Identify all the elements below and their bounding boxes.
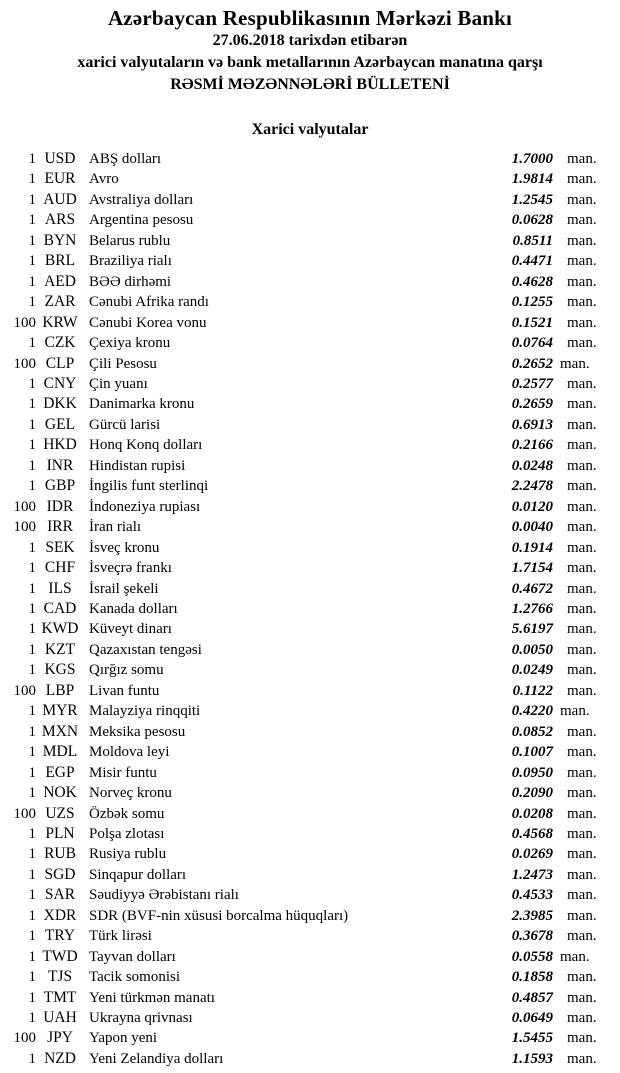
- table-row: [0, 538, 620, 558]
- currency-code: TJS: [47, 968, 73, 986]
- currency-name: Yeni türkmən manatı: [89, 989, 215, 1006]
- unit-label: man.: [567, 437, 597, 454]
- currency-name: Ukrayna qrivnası: [89, 1010, 193, 1027]
- qty-cell: 1: [28, 866, 36, 883]
- table-row: [0, 660, 620, 680]
- rate-value: 0.4628: [511, 273, 553, 290]
- table-row: [0, 272, 620, 292]
- qty-cell: 1: [28, 621, 36, 638]
- unit-label: man.: [567, 212, 597, 229]
- unit-label: man.: [567, 825, 597, 842]
- unit-label: man.: [567, 662, 597, 679]
- qty-cell: 1: [28, 375, 36, 392]
- table-row: [0, 394, 620, 414]
- effective-date-line: 27.06.2018 tarixdən etibarən: [212, 32, 408, 49]
- unit-label: man.: [567, 416, 597, 433]
- currency-name: Cənubi Afrika randı: [89, 294, 209, 311]
- currency-name: Malayziya rinqqiti: [89, 703, 201, 720]
- qty-cell: 100: [13, 314, 36, 331]
- currency-name: Hindistan rupisi: [89, 457, 186, 474]
- unit-label: man.: [567, 744, 597, 761]
- currency-name: Yeni Zelandiya dolları: [89, 1050, 224, 1067]
- unit-label: man.: [567, 600, 597, 617]
- unit-label: man.: [567, 805, 597, 822]
- currency-code: UZS: [45, 804, 75, 822]
- table-row: [0, 947, 620, 967]
- currency-code: NZD: [44, 1049, 76, 1067]
- unit-label: man.: [567, 560, 597, 577]
- table-row: [0, 640, 620, 660]
- unit-label: man.: [567, 764, 597, 781]
- currency-name: Türk lirəsi: [89, 928, 152, 945]
- rate-value: 0.0040: [511, 519, 553, 536]
- currency-name: Tayvan dolları: [89, 948, 176, 965]
- rate-value: 0.6913: [511, 416, 553, 433]
- currency-name: ABŞ dolları: [89, 151, 162, 167]
- table-row: [0, 783, 620, 803]
- currency-name: Səudiyyə Ərəbistanı rialı: [89, 887, 239, 904]
- qty-cell: 1: [28, 580, 36, 597]
- currency-name: Honq Konq dolları: [89, 437, 203, 454]
- rate-value: 0.2577: [511, 375, 553, 392]
- rate-value: 0.1858: [511, 969, 553, 986]
- qty-cell: 1: [28, 151, 36, 167]
- unit-label: man.: [567, 253, 597, 270]
- currency-name: İran rialı: [89, 519, 142, 536]
- unit-label: man.: [567, 396, 597, 413]
- unit-label: man.: [560, 355, 590, 372]
- table-row: [0, 742, 620, 762]
- currency-code: KZT: [44, 640, 76, 658]
- unit-label: man.: [567, 191, 597, 208]
- qty-cell: 1: [28, 273, 36, 290]
- rate-value: 0.0050: [511, 641, 553, 658]
- rate-value: 0.0249: [511, 662, 553, 679]
- unit-label: man.: [567, 294, 597, 311]
- rate-value: 0.2652: [511, 355, 553, 372]
- table-row: [0, 967, 620, 987]
- rate-value: 0.1007: [511, 744, 553, 761]
- currency-name: Sinqapur dolları: [89, 866, 187, 883]
- currency-code: TRY: [44, 927, 76, 945]
- currency-code: RUB: [44, 845, 76, 863]
- qty-cell: 100: [13, 355, 36, 372]
- table-row: [0, 456, 620, 476]
- qty-cell: 1: [28, 171, 36, 188]
- rate-value: 0.0120: [511, 498, 553, 515]
- currency-code: LBP: [45, 681, 75, 699]
- currency-code: CHF: [44, 559, 76, 577]
- currency-name: Çexiya kronu: [89, 335, 171, 352]
- table-row: [0, 292, 620, 312]
- currency-name: İndoneziya rupiası: [89, 498, 201, 515]
- currency-code: SAR: [44, 886, 76, 904]
- rate-value: 0.1255: [511, 294, 553, 311]
- table-row: [0, 619, 620, 639]
- qty-cell: 1: [28, 785, 36, 802]
- currency-name: Özbək somu: [89, 805, 165, 822]
- table-row: [0, 722, 620, 742]
- rate-value: 0.3678: [511, 928, 553, 945]
- table-row: [0, 926, 620, 946]
- section-title-foreign-currencies: Xarici valyutalar: [251, 121, 369, 138]
- unit-label: man.: [567, 478, 597, 495]
- qty-cell: 100: [13, 805, 36, 822]
- currency-name: Braziliya rialı: [89, 253, 172, 270]
- table-row: [0, 435, 620, 455]
- table-row: [0, 313, 620, 333]
- subtitle-line: xarici valyutaların və bank metallarının Azərbaycan manatına qarşı: [77, 54, 543, 71]
- rate-value: 1.1593: [511, 1050, 553, 1067]
- currency-name: Tacik somonisi: [89, 969, 181, 986]
- unit-label: man.: [567, 641, 597, 658]
- table-row: [0, 190, 620, 210]
- currency-code: MDL: [42, 743, 78, 761]
- table-row: [0, 1028, 620, 1048]
- table-row: [0, 497, 620, 517]
- currency-name: Avstraliya dolları: [89, 191, 194, 208]
- table-row: [0, 251, 620, 271]
- currency-name: Rusiya rublu: [89, 846, 167, 863]
- table-row: [0, 865, 620, 885]
- rate-value: 0.4672: [511, 580, 553, 597]
- unit-label: man.: [567, 621, 597, 638]
- unit-label: man.: [567, 682, 597, 699]
- currency-code: UAH: [43, 1009, 77, 1027]
- qty-cell: 1: [28, 744, 36, 761]
- currency-name: Misir funtu: [89, 764, 157, 781]
- qty-cell: 1: [28, 825, 36, 842]
- table-row: [0, 804, 620, 824]
- unit-label: man.: [567, 335, 597, 352]
- table-row: [0, 763, 620, 783]
- rate-value: 1.2473: [511, 866, 553, 883]
- currency-code: GBP: [44, 477, 76, 495]
- bank-title: Azərbaycan Respublikasının Mərkəzi Bankı: [107, 6, 513, 30]
- currency-name: Kanada dolları: [89, 600, 178, 617]
- currency-name: Livan funtu: [89, 682, 160, 699]
- table-row: [0, 374, 620, 394]
- currency-name: Cənubi Korea vonu: [89, 314, 207, 331]
- qty-cell: 1: [28, 1050, 36, 1067]
- currency-name: İsveçrə frankı: [89, 560, 172, 577]
- table-row: [0, 354, 620, 374]
- table-row: [0, 681, 620, 701]
- qty-cell: 1: [28, 539, 36, 556]
- rate-value: 2.3985: [511, 907, 553, 924]
- rate-value: 0.4857: [511, 989, 553, 1006]
- rate-value: 1.2766: [511, 600, 553, 617]
- qty-cell: 1: [28, 723, 36, 740]
- unit-label: man.: [567, 928, 597, 945]
- table-row: [0, 169, 620, 189]
- qty-cell: 1: [28, 335, 36, 352]
- rate-value: 0.0558: [511, 948, 553, 965]
- rate-value: 0.2659: [511, 396, 553, 413]
- unit-label: man.: [567, 887, 597, 904]
- rate-value: 1.7154: [511, 560, 553, 577]
- rate-value: 0.4220: [511, 703, 553, 720]
- currency-code: KGS: [44, 661, 76, 679]
- currency-code: TWD: [42, 947, 78, 965]
- currency-name: İsveç kronu: [89, 539, 160, 556]
- currency-code: BYN: [43, 231, 77, 249]
- qty-cell: 1: [28, 948, 36, 965]
- bulletin-title: RƏSMİ MƏZƏNNƏLƏRİ BÜLLETENİ: [170, 76, 450, 93]
- currency-name: Yapon yeni: [89, 1030, 158, 1047]
- currency-name: Danimarka kronu: [89, 396, 195, 413]
- rate-value: 0.0852: [511, 723, 553, 740]
- rate-value: 0.1914: [511, 539, 553, 556]
- currency-code: SEK: [45, 538, 75, 556]
- unit-label: man.: [567, 539, 597, 556]
- currency-code: IRR: [47, 518, 73, 536]
- unit-label: man.: [567, 1030, 597, 1047]
- table-row: [0, 149, 620, 169]
- qty-cell: 1: [28, 560, 36, 577]
- unit-label: man.: [567, 907, 597, 924]
- table-row: [0, 333, 620, 353]
- rate-value: 0.4568: [511, 825, 553, 842]
- unit-label: man.: [567, 866, 597, 883]
- qty-cell: 1: [28, 703, 36, 720]
- qty-cell: 1: [28, 969, 36, 986]
- unit-label: man.: [567, 1010, 597, 1027]
- currency-name: Moldova leyi: [89, 744, 170, 761]
- bulletin-header: [0, 0, 620, 96]
- table-row: [0, 844, 620, 864]
- currency-code: AED: [44, 272, 76, 290]
- qty-cell: 1: [28, 928, 36, 945]
- table-row: [0, 476, 620, 496]
- unit-label: man.: [567, 846, 597, 863]
- unit-label: man.: [560, 948, 590, 965]
- rate-value: 0.1521: [511, 314, 553, 331]
- rate-value: 0.0208: [511, 805, 553, 822]
- table-row: [0, 824, 620, 844]
- unit-label: man.: [567, 498, 597, 515]
- qty-cell: 1: [28, 641, 36, 658]
- currency-code: PLN: [45, 824, 75, 842]
- qty-cell: 1: [28, 437, 36, 454]
- qty-cell: 1: [28, 846, 36, 863]
- currency-code: JPY: [47, 1029, 73, 1047]
- unit-label: man.: [567, 785, 597, 802]
- currency-code: XDR: [43, 906, 77, 924]
- table-row: [0, 1049, 620, 1069]
- currency-code: CLP: [45, 354, 75, 372]
- rate-value: 1.5455: [511, 1030, 553, 1047]
- currency-code: NOK: [43, 784, 77, 802]
- currency-name: BƏƏ dirhəmi: [89, 273, 172, 290]
- rate-value: 0.0628: [511, 212, 553, 229]
- unit-label: man.: [567, 171, 597, 188]
- qty-cell: 100: [13, 519, 36, 536]
- currency-code: HKD: [43, 436, 77, 454]
- table-row: [0, 701, 620, 721]
- rate-value: 2.2478: [511, 478, 553, 495]
- table-row: [0, 906, 620, 926]
- currency-code: BRL: [44, 252, 76, 270]
- currency-code: CAD: [43, 599, 77, 617]
- rate-value: 0.4533: [511, 887, 553, 904]
- currency-name: İngilis funt sterlinqi: [89, 478, 209, 495]
- qty-cell: 1: [28, 232, 36, 249]
- currency-name: Argentina pesosu: [89, 212, 194, 229]
- qty-cell: 1: [28, 396, 36, 413]
- table-row: [0, 558, 620, 578]
- rate-value: 0.0764: [511, 335, 553, 352]
- currency-name: Küveyt dinarı: [89, 621, 172, 638]
- currency-name: Çin yuanı: [89, 375, 148, 392]
- unit-label: man.: [560, 703, 590, 720]
- currency-name: Polşa zlotası: [89, 825, 165, 842]
- rate-value: 1.2545: [511, 191, 553, 208]
- currency-name: Meksika pesosu: [89, 723, 186, 740]
- rate-value: 0.0269: [511, 846, 553, 863]
- qty-cell: 1: [28, 600, 36, 617]
- unit-label: man.: [567, 151, 597, 167]
- qty-cell: 100: [13, 682, 36, 699]
- rate-value: 0.2090: [511, 785, 553, 802]
- currency-name: SDR (BVF-nin xüsusi borcalma hüquqları): [89, 907, 349, 924]
- qty-cell: 1: [28, 662, 36, 679]
- currency-code: KWD: [41, 620, 79, 638]
- rate-value: 0.1122: [512, 682, 553, 699]
- qty-cell: 1: [28, 191, 36, 208]
- currency-code: ARS: [44, 211, 76, 229]
- qty-cell: 1: [28, 989, 36, 1006]
- table-row: [0, 517, 620, 537]
- currency-code: MYR: [42, 702, 78, 720]
- currency-code: USD: [44, 150, 76, 167]
- rate-value: 5.6197: [511, 621, 553, 638]
- currency-code: EUR: [44, 170, 76, 188]
- unit-label: man.: [567, 375, 597, 392]
- qty-cell: 100: [13, 498, 36, 515]
- table-row: [0, 885, 620, 905]
- currency-name: Belarus rublu: [89, 232, 171, 249]
- qty-cell: 1: [28, 907, 36, 924]
- qty-cell: 1: [28, 1010, 36, 1027]
- table-row: [0, 988, 620, 1008]
- rate-value: 0.4471: [511, 253, 553, 270]
- unit-label: man.: [567, 969, 597, 986]
- currency-name: Qazaxıstan tengəsi: [89, 641, 202, 658]
- unit-label: man.: [567, 314, 597, 331]
- unit-label: man.: [567, 723, 597, 740]
- currency-code: DKK: [43, 395, 77, 413]
- currency-code: ZAR: [44, 293, 76, 311]
- currency-code: CZK: [44, 334, 76, 352]
- currency-code: KRW: [42, 313, 78, 331]
- currency-code: AUD: [43, 190, 77, 208]
- table-row: [0, 231, 620, 251]
- currency-code: GEL: [44, 415, 76, 433]
- currency-code: INR: [46, 456, 74, 474]
- currency-code: MXN: [41, 722, 79, 740]
- rate-value: 1.9814: [511, 171, 553, 188]
- unit-label: man.: [567, 457, 597, 474]
- qty-cell: 1: [28, 887, 36, 904]
- qty-cell: 1: [28, 253, 36, 270]
- currency-code: ILS: [48, 579, 72, 597]
- unit-label: man.: [567, 232, 597, 249]
- currency-code: CNY: [43, 374, 77, 392]
- unit-label: man.: [567, 1050, 597, 1067]
- table-row: [0, 210, 620, 230]
- currency-code: IDR: [46, 497, 74, 515]
- currency-name: Çili Pesosu: [89, 355, 157, 372]
- table-row: [0, 599, 620, 619]
- rate-value: 0.0950: [511, 764, 553, 781]
- qty-cell: 1: [28, 478, 36, 495]
- unit-label: man.: [567, 519, 597, 536]
- currency-code: TMT: [43, 988, 77, 1006]
- unit-label: man.: [567, 273, 597, 290]
- qty-cell: 1: [28, 294, 36, 311]
- currency-code: EGP: [45, 763, 75, 781]
- rate-value: 0.2166: [511, 437, 553, 454]
- rate-value: 0.8511: [512, 232, 553, 249]
- qty-cell: 100: [13, 1030, 36, 1047]
- currency-name: Avro: [89, 171, 119, 188]
- table-row: [0, 579, 620, 599]
- qty-cell: 1: [28, 416, 36, 433]
- currency-name: Qırğız somu: [89, 662, 164, 679]
- rate-value: 0.0649: [511, 1010, 553, 1027]
- table-row: [0, 415, 620, 435]
- rates-table: [0, 149, 620, 1069]
- qty-cell: 1: [28, 457, 36, 474]
- table-row: [0, 1008, 620, 1028]
- unit-label: man.: [567, 580, 597, 597]
- qty-cell: 1: [28, 764, 36, 781]
- currency-code: SGD: [44, 865, 76, 883]
- unit-label: man.: [567, 989, 597, 1006]
- qty-cell: 1: [28, 212, 36, 229]
- rate-value: 0.0248: [511, 457, 553, 474]
- currency-name: Gürcü larisi: [89, 416, 161, 433]
- rate-value: 1.7000: [511, 151, 553, 167]
- currency-name: Norveç kronu: [89, 785, 172, 802]
- currency-name: İsrail şekeli: [89, 580, 159, 597]
